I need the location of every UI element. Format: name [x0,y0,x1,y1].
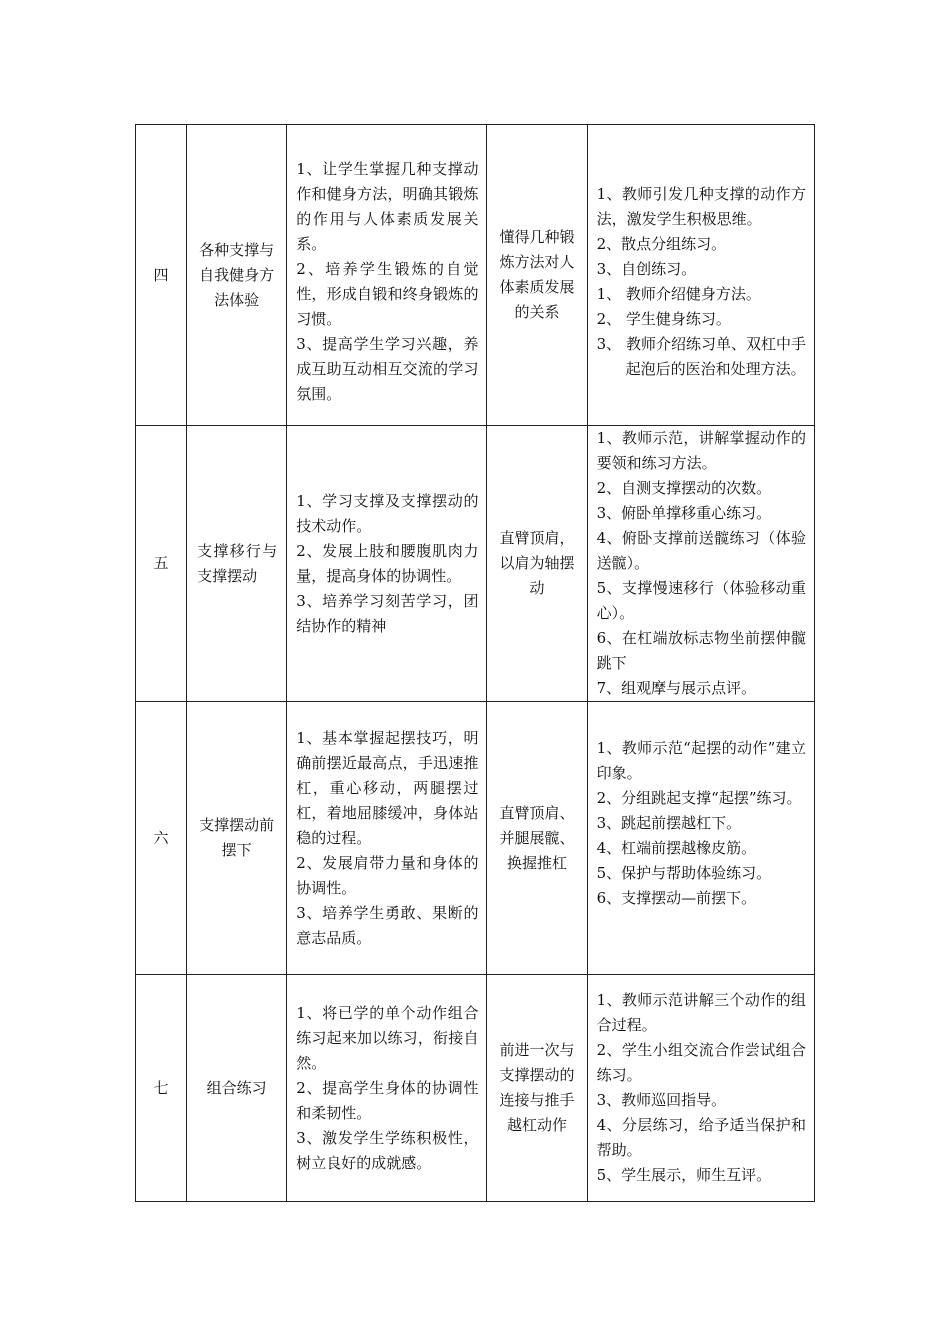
table-row [136,975,815,1202]
activity-item: 6、在杠端放标志物坐前摆伸髋跳下 [596,629,806,672]
activity-item: 1、 教师介绍健身方法。 [596,285,761,303]
goal-item: 1、基本掌握起摆技巧，明确前摆近最高点，手迅速推杠，重心移动，两腿摆过杠，着地屈膝缓冲，身体站稳的过程。 [296,728,479,847]
key-point-text: 懂得几种锻炼方法对人体素质发展的关系 [499,228,575,321]
lesson-topic-text: 支撑移行与支撑摆动 [197,541,278,585]
goal-item: 2、培养学生锻炼的自觉性，形成自锻和终身锻炼的习惯。 [296,260,479,328]
goal-item: 2、发展肩带力量和身体的协调性。 [296,853,479,897]
key-point-text: 前进一次与支撑摆动的连接与推手越杠动作 [499,1041,575,1134]
lesson-number: 七 [136,975,187,1202]
lesson-topic [187,702,287,975]
goal-item: 1、将已学的单个动作组合练习起来加以练习，衔接自然。 [296,1003,479,1072]
activity-item: 2、自测支撑摆动的次数。 [596,479,772,497]
lesson-activities [587,125,814,426]
table-row [136,426,815,702]
activity-item: 3、俯卧单撑移重心练习。 [596,504,772,522]
lesson-goals [287,125,487,426]
activity-item: 2、分组跳起支撑“起摆”练习。 [596,788,802,807]
lesson-plan-table [135,124,815,1202]
lesson-key-point [487,702,587,975]
activity-item: 3、跳起前摆越杠下。 [596,813,742,832]
activity-item: 2、 学生健身练习。 [596,310,731,328]
goal-item: 3、培养学习刻苦学习，团结协作的精神 [296,591,479,635]
key-point-text: 直臂顶肩，以肩为轴摆动 [499,529,575,597]
lesson-activities [587,426,814,702]
lesson-goals [287,702,487,975]
lesson-topic [187,125,287,426]
goal-item: 3、提高学生学习兴趣，养成互助互动相互交流的学习氛围。 [296,335,479,403]
goal-item: 2、发展上肢和腰腹肌肉力量，提高身体的协调性。 [296,541,479,585]
activity-item: 4、俯卧支撑前送髋练习（体验送髋）。 [596,529,806,572]
activity-item: 3、 教师介绍练习单、双杠中手起泡后的医治和处理方法。 [596,335,806,378]
goal-item: 2、提高学生身体的协调性和柔韧性。 [296,1078,479,1122]
lesson-number: 六 [136,702,187,975]
lesson-topic [187,426,287,702]
activity-item: 1、教师示范“起摆的动作”建立印象。 [596,738,806,782]
lesson-activities [587,975,814,1202]
activity-item: 3、教师巡回指导。 [596,1091,727,1109]
lesson-activities [587,702,814,975]
activity-item: 5、支撑慢速移行（体验移动重心）。 [596,579,806,622]
activity-item: 7、组观摩与展示点评。 [596,679,757,697]
table-row [136,125,815,426]
activity-item: 4、杠端前摆越橡皮筋。 [596,838,757,857]
lesson-topic-text: 支撑摆动前摆下 [199,816,275,859]
activity-item: 4、分层练习，给予适当保护和帮助。 [596,1116,806,1159]
activity-item: 5、学生展示，师生互评。 [596,1166,772,1184]
activity-item: 6、支撑摆动—前摆下。 [596,888,757,907]
lesson-goals [287,426,487,702]
lesson-topic [187,975,287,1202]
activity-item: 1、教师引发几种支撑的动作方法，激发学生积极思维。 [596,185,806,228]
goal-item: 1、学习支撑及支撑摆动的技术动作。 [296,491,479,535]
activity-item: 3、自创练习。 [596,260,697,278]
activity-item: 2、散点分组练习。 [596,235,727,253]
goal-item: 3、激发学生学练积极性，树立良好的成就感。 [296,1128,479,1172]
lesson-topic-text: 组合练习 [206,1078,267,1097]
lesson-key-point [487,975,587,1202]
activity-item: 5、保护与帮助体验练习。 [596,863,772,882]
lesson-goals [287,975,487,1202]
table-row [136,702,815,975]
goal-item: 1、让学生掌握几种支撑动作和健身方法，明确其锻炼的作用与人体素质发展关系。 [296,160,479,253]
lesson-key-point [487,426,587,702]
activity-item: 1、教师示范，讲解掌握动作的要领和练习方法。 [596,429,806,472]
lesson-topic-text: 各种支撑与自我健身方法体验 [199,240,275,309]
lesson-number: 五 [136,426,187,702]
goal-item: 3、培养学生勇敢、果断的意志品质。 [296,903,479,947]
lesson-number: 四 [136,125,187,426]
activity-item: 2、学生小组交流合作尝试组合练习。 [596,1041,806,1084]
key-point-text: 直臂顶肩、并腿展髋、换握推杠 [499,803,575,872]
lesson-key-point [487,125,587,426]
activity-item: 1、教师示范讲解三个动作的组合过程。 [596,991,806,1034]
